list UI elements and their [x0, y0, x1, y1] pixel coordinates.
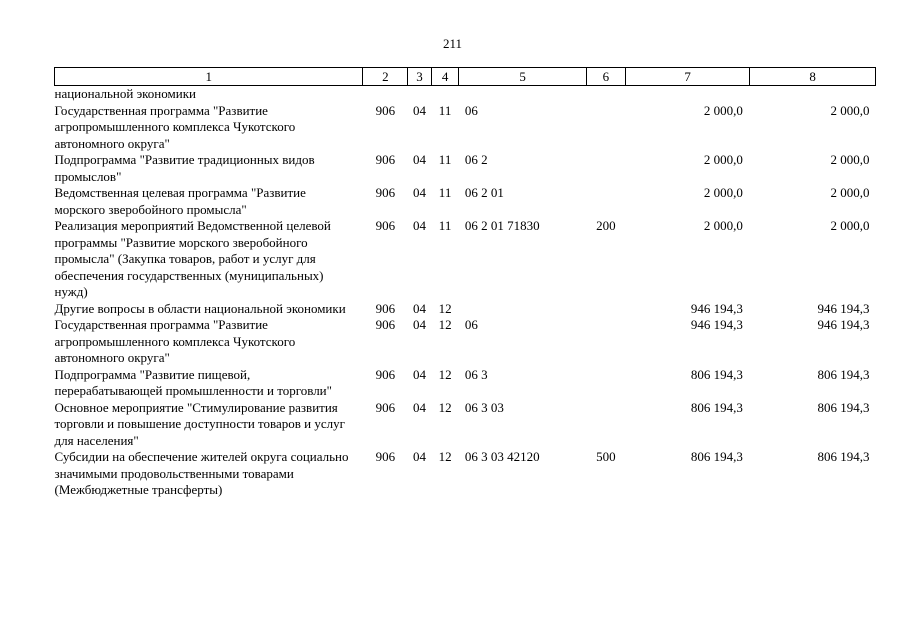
- subsection-code: [431, 86, 459, 103]
- header-cell-2: 2: [363, 68, 408, 86]
- amount-col7: 2 000,0: [703, 185, 743, 200]
- item-name: национальной экономики: [54, 86, 196, 101]
- section-code: [408, 86, 431, 103]
- amount-col8: 2 000,0: [830, 152, 870, 167]
- item-name: Основное мероприятие "Стимулирование развития торговли и повышение доступности товаров и услуг для населения": [54, 399, 345, 448]
- expense-type-code: 500: [596, 449, 616, 464]
- amount-col8: 2 000,0: [830, 102, 870, 118]
- amount-col7: [625, 86, 750, 103]
- table-row: [55, 301, 876, 318]
- table-row: [55, 103, 876, 153]
- target-article-code: 06 2 01: [464, 185, 504, 200]
- amount-col8: 946 194,3: [817, 300, 870, 316]
- amount-col8: 2 000,0: [830, 218, 870, 233]
- ministry-code: 906: [375, 152, 396, 167]
- target-article-code: [459, 301, 587, 318]
- amount-col8: 806 194,3: [817, 366, 870, 382]
- target-article-code: 06 2 01 71830: [464, 218, 540, 233]
- subsection-code: 12: [438, 317, 452, 332]
- amount-col8: 806 194,3: [817, 449, 870, 464]
- expense-type-code: [586, 317, 625, 367]
- amount-col7: 2 000,0: [703, 152, 743, 167]
- ministry-code: [363, 86, 408, 103]
- subsection-code: 11: [438, 152, 452, 167]
- amount-col8: 806 194,3: [817, 399, 870, 415]
- section-code: 04: [413, 449, 427, 464]
- ministry-code: 906: [375, 317, 396, 332]
- expense-type-code: [586, 185, 625, 218]
- subsection-code: 11: [438, 218, 452, 233]
- section-code: 04: [413, 185, 427, 200]
- ministry-code: 906: [375, 300, 396, 316]
- amount-col7: 946 194,3: [690, 300, 743, 316]
- header-cell-7: 7: [625, 68, 750, 86]
- expense-type-code: [586, 301, 625, 318]
- header-cell-6: 6: [586, 68, 625, 86]
- section-code: 04: [413, 152, 427, 167]
- target-article-code: 06: [464, 317, 478, 332]
- item-name: Государственная программа "Развитие агропромышленного комплекса Чукотского автономного округа": [54, 317, 296, 365]
- amount-col7: 2 000,0: [703, 102, 743, 118]
- item-name: Реализация мероприятий Ведомственной целевой программы "Развитие морского зверобойного промысла" (Закупка товаров, работ и услуг для обеспечения государственных (муниципальных) нужд): [54, 218, 331, 299]
- amount-col7: 806 194,3: [690, 399, 743, 415]
- section-code: 04: [413, 399, 427, 415]
- table-row: [55, 449, 876, 499]
- amount-col8: 2 000,0: [830, 185, 870, 200]
- table-row: [55, 317, 876, 367]
- target-article-code: 06 3 03 42120: [464, 449, 540, 464]
- ministry-code: 906: [375, 218, 396, 233]
- table-row: [55, 218, 876, 301]
- section-code: 04: [413, 218, 427, 233]
- subsection-code: 11: [438, 102, 452, 118]
- table-header: [55, 68, 876, 86]
- ministry-code: 906: [375, 399, 396, 415]
- expense-type-code: 200: [596, 218, 616, 233]
- amount-col7: 946 194,3: [690, 317, 743, 332]
- target-article-code: 06 3: [464, 366, 488, 382]
- subsection-code: 12: [438, 399, 452, 415]
- table-row: [55, 86, 876, 103]
- item-name: Ведомственная целевая программа "Развитие морского зверобойного промысла": [54, 185, 306, 217]
- section-code: 04: [413, 366, 427, 382]
- header-cell-5: 5: [459, 68, 587, 86]
- ministry-code: 906: [375, 185, 396, 200]
- item-name: Другие вопросы в области национальной экономики: [54, 300, 346, 316]
- target-article-code: 06 3 03: [464, 399, 504, 415]
- ministry-code: 906: [375, 102, 396, 118]
- ministry-code: 906: [375, 449, 396, 464]
- subsection-code: 12: [438, 366, 452, 382]
- amount-col7: 806 194,3: [690, 366, 743, 382]
- target-article-code: 06: [464, 102, 478, 118]
- ministry-code: 906: [375, 366, 396, 382]
- table-row: [55, 367, 876, 400]
- expense-type-code: [586, 86, 625, 103]
- subsection-code: 11: [438, 185, 452, 200]
- page-number: 211: [442, 36, 463, 51]
- amount-col7: 806 194,3: [690, 449, 743, 464]
- header-cell-3: 3: [408, 68, 431, 86]
- header-cell-1: 1: [55, 68, 363, 86]
- expense-type-code: [586, 152, 625, 185]
- item-name: Государственная программа "Развитие агропромышленного комплекса Чукотского автономного округа": [54, 102, 296, 151]
- header-cell-4: 4: [431, 68, 459, 86]
- expense-type-code: [586, 400, 625, 450]
- table-row: [55, 400, 876, 450]
- item-name: Подпрограмма "Развитие пищевой, перерабатывающей промышленности и торговли": [54, 366, 332, 398]
- section-code: 04: [413, 102, 427, 118]
- amount-col8: [750, 86, 876, 103]
- subsection-code: 12: [438, 449, 452, 464]
- section-code: 04: [413, 317, 427, 332]
- header-cell-8: 8: [750, 68, 876, 86]
- item-name: Субсидии на обеспечение жителей округа социально значимыми продовольственными товарами (Межбюджетные трансферты): [54, 449, 349, 497]
- amount-col8: 946 194,3: [817, 317, 870, 332]
- target-article-code: 06 2: [464, 152, 488, 167]
- item-name: Подпрограмма "Развитие традиционных видов промыслов": [54, 152, 315, 184]
- expense-type-code: [586, 367, 625, 400]
- expense-type-code: [586, 103, 625, 153]
- section-code: 04: [413, 300, 427, 316]
- budget-table: [54, 67, 876, 499]
- amount-col7: 2 000,0: [703, 218, 743, 233]
- table-row: [55, 185, 876, 218]
- subsection-code: 12: [438, 300, 452, 316]
- table-row: [55, 152, 876, 185]
- table-body: [55, 86, 876, 499]
- target-article-code: [459, 86, 587, 103]
- header-row: [55, 68, 876, 86]
